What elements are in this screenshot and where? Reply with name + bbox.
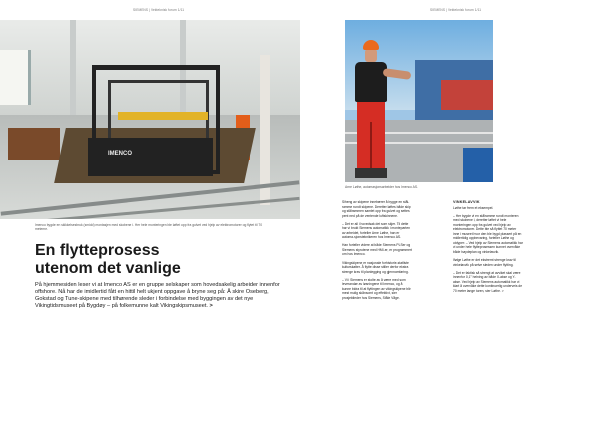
- body-paragraph: Ifølge Løthe er det ekstremt strenge krav til vinkelavvik på selve sleden under flytting.: [453, 258, 516, 267]
- photo-logo: IMENCO: [108, 151, 132, 157]
- photo-window: [0, 50, 31, 105]
- body-paragraph: Vikingskipene er nasjonale forhistorie-statliste kulturskatter. Å flytte disse stiller derfor ekstra strenge krav til planlegging og gjennomføring.: [342, 260, 409, 274]
- article-headline: [35, 242, 275, 277]
- body-paragraph: [453, 271, 523, 294]
- photo-crate: [8, 128, 60, 160]
- lead-text: På hjemmesiden leser vi at Imenco AS er en gruppe selskaper som hovedsakelig arbeider innenfor offshore. Nå har de imidlertid fått en hittil helt ukjent oppgave å bryne seg på: Å skire Oseberg, Gokstad og Tune-skipene med tilhørende sleder i forbindelse med byggingen av det nye Vikingtidsmuseet på Bygdøy – på folkemunne kalt Vikingskipsmuseet.: [35, 282, 280, 310]
- worker-photo: [345, 20, 493, 182]
- photo-blue-barrel: [463, 148, 493, 182]
- body-paragraph: – Her bygde vi en stålramme rundt monteren med skobene i, deretter løftet vi hele monteringen opp fra gulvet ved hjelp av elektromotorer. Dette ble så flyttet 70 meter inne i museet hvor den ble bygd plassert på en midlertidig oppbevaring, forteller Løthe og utdyper: – Ved hjelp av Siemens automatikk har vi under hele flytteprosessen kunnet overvåke både høydeplan og vinkelavvik.: [453, 213, 523, 254]
- photo-caption: Arne Løthe, automasjonsarbeider hos Imenco AS.: [345, 185, 418, 189]
- body-paragraph: Siheng av skipene innebærer å bygge en stål-ramme rundt skipene. Deretter løftes både skip og stålrammen samlet opp fra gulvet og settes pent ned på de ventende luftskinnene.: [342, 200, 411, 218]
- running-head: SIEMENS | Vekteknisk forum 1/11: [133, 8, 185, 12]
- photo-boots: [355, 168, 387, 178]
- headline-line: utenom det vanlige: [35, 259, 181, 277]
- text-column-left: [342, 200, 412, 304]
- photo-container: [441, 80, 493, 110]
- body-paragraph: Løthe tar frem et eksempel.: [453, 205, 494, 210]
- running-head: SIEMENS | Vekteknisk forum 1/11: [430, 8, 482, 12]
- body-paragraph: Han forteller videre at både Siemens PLSer og Siemens styrutene med HMI-er, er programmert om hos Imenco.: [342, 243, 412, 257]
- photo-trouser-seam: [370, 122, 372, 170]
- end-arrow-icon: >: [501, 288, 504, 293]
- text-column-right: [453, 200, 523, 297]
- right-page: [300, 0, 600, 424]
- photo-helmet: [363, 40, 379, 50]
- body-paragraph: – Vi i Siemens er stolte av å være med som leverandør av løsningene til Imenco, og å kunne bidra til at flyttingen av vikingskipene blir mest mulig skånsomt og effektivt, sier prosjektleder hos Siemens, Ståle Våge.: [342, 277, 411, 300]
- continue-arrow-icon: >: [209, 303, 213, 310]
- photo-black-shirt: [355, 62, 387, 102]
- photo-face: [365, 49, 377, 62]
- section-subheading: VINKELAVVIK: [453, 200, 480, 204]
- lead-paragraph: [35, 282, 281, 310]
- photo-lifting-unit: [88, 138, 213, 176]
- factory-photo: [0, 20, 300, 219]
- body-paragraph: – Det er all i hovedsak det som skjer. Til dette har vi brukt Siemens automatikk i monteparten av arbeidet, forteller Arne Løthe, han er automa-sjonsteknikeren hos Imenco AS.: [342, 221, 410, 240]
- photo-yellow-beam: [118, 112, 208, 120]
- body-text: – Det er faktisk så strengt at avviket skal være innenfor 0,1° helning av både X-akse og Y-akse. Ved hjelp av Siemens automatikk har vi klart å overvåke dette kontinuerlig underveis de 70 meter lange turen, sier Løthe.: [453, 270, 523, 293]
- photo-caption: Imenco bygde en skikkelsesbruk (smidd) montasjen med skobene i. Her hele monteringen ble løftet opp fra gulvet ved hjelp av elektromotorer og flytet til 70 meterne.: [35, 223, 263, 232]
- headline-line: En flytteprosess: [35, 242, 160, 259]
